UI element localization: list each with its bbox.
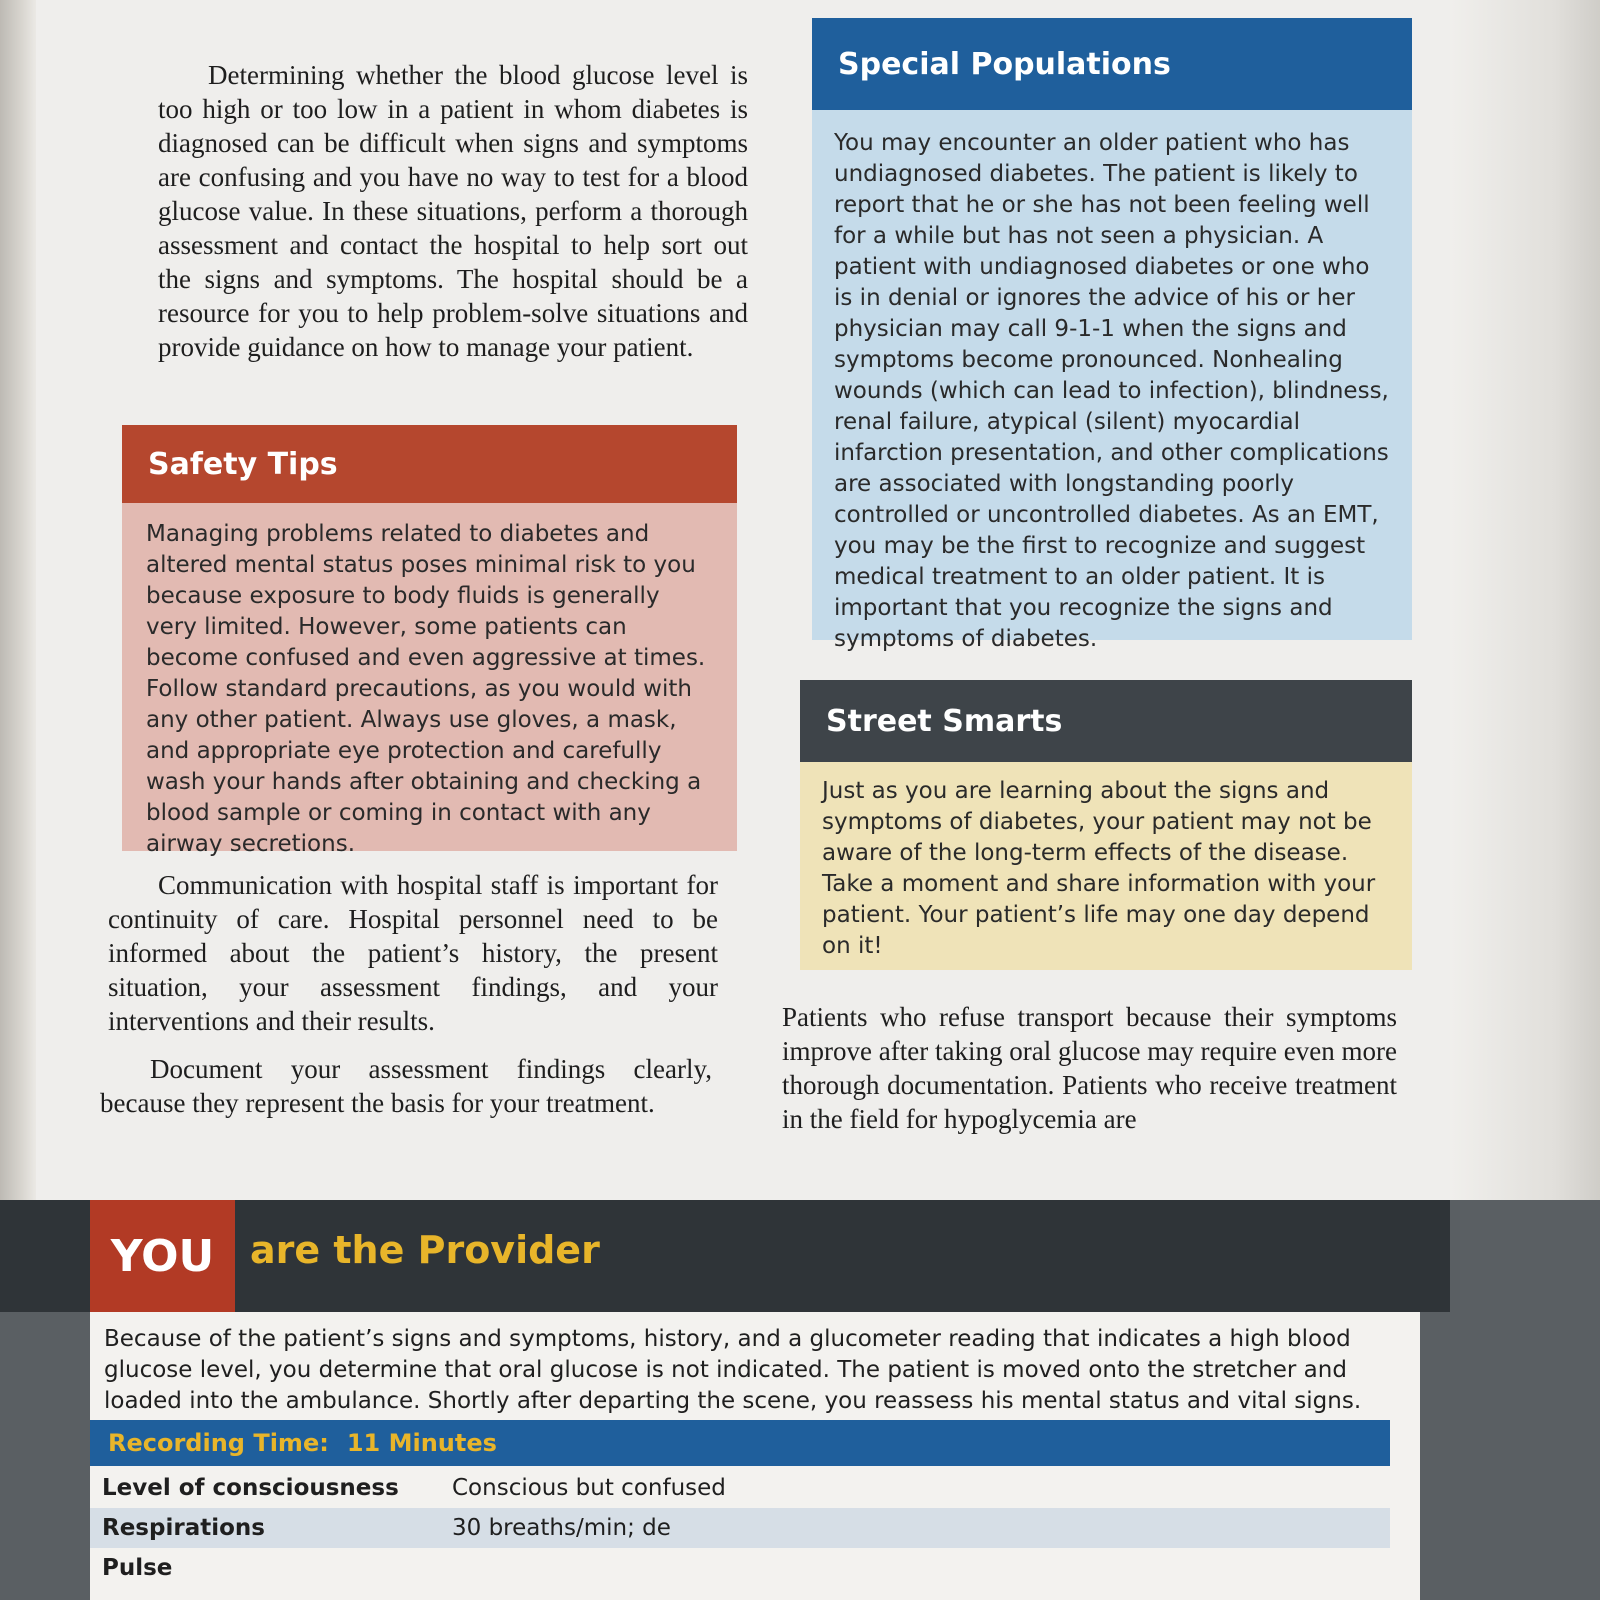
provider-title: are the Provider <box>250 1228 600 1272</box>
right-paragraph-1-text: Patients who refuse transport because their symptoms improve after taking oral glucose may require even more thorough documentation. Patients who receive treatment in the field for hypoglycemia are <box>782 1002 1397 1134</box>
vital-row <box>90 1508 1390 1548</box>
vital-label: Level of consciousness <box>102 1475 399 1501</box>
street-smarts-title: Street Smarts <box>800 680 1412 762</box>
you-are-the-provider-section <box>0 1200 1600 1600</box>
right-paragraph-1 <box>782 1000 1397 1136</box>
special-populations-box <box>812 18 1412 652</box>
recording-time-label: Recording Time: <box>108 1429 329 1457</box>
book-spine-edge <box>0 0 36 1210</box>
left-paragraph-1-text: Determining whether the blood glucose level is too high or too low in a patient in whom diabetes is diagnosed can be difficult when signs and symptoms are confusing and you have no way to test for a blood glucose value. In these situations, perform a thorough assessment and contact the hospital to help sort out the signs and symptoms. The hospital should be a resource for you to help problem-solve situations and provide guidance on how to manage your patient. <box>158 60 748 362</box>
left-paragraph-1 <box>158 58 748 364</box>
vital-label: Pulse <box>102 1555 173 1581</box>
street-smarts-box <box>800 680 1412 970</box>
safety-tips-title: Safety Tips <box>122 425 737 503</box>
vital-label: Respirations <box>102 1515 265 1541</box>
vitals-table <box>90 1468 1390 1588</box>
vital-row <box>90 1548 1390 1588</box>
safety-tips-body: Managing problems related to diabetes and altered mental status poses minimal risk to you because exposure to body fluids is generally very limited. However, some patients can become confused and even aggressive at times. Follow standard precautions, as you would with any other patient. Always use gloves, a mask, and appropriate eye protection and carefully wash your hands after obtaining and checking a blood sample or coming in contact with any airway secretions. <box>122 503 737 851</box>
street-smarts-body: Just as you are learning about the signs and symptoms of diabetes, your patient may not be aware of the long-term effects of the disease. Take a moment and share information with your patient. Your patient’s life may one day depend on it! <box>800 762 1412 970</box>
vital-value: Conscious but confused <box>452 1475 726 1501</box>
left-paragraph-2 <box>108 868 718 1038</box>
recording-time-value: 11 Minutes <box>346 1429 497 1457</box>
provider-scenario: Because of the patient’s signs and symptoms, history, and a glucometer reading that indicates a high blood glucose level, you determine that oral glucose is not indicated. The patient is moved onto the stretcher and loaded into the ambulance. Shortly after departing the scene, you reassess his mental status and vital signs. <box>104 1326 1362 1414</box>
left-paragraph-2-text: Communication with hospital staff is important for continuity of care. Hospital personnel need to be informed about the patient’s history, the present situation, your assessment findings, and your interventions and their results. <box>108 870 718 1036</box>
special-populations-body: You may encounter an older patient who has undiagnosed diabetes. The patient is likely to report that he or she has not been feeling well for a while but has not seen a physician. A patient with undiagnosed diabetes or one who is in denial or ignores the advice of his or her physician may call 9-1-1 when the signs and symptoms become pronounced. Nonhealing wounds (which can lead to infection), blindness, renal failure, atypical (silent) myocardial infarction presentation, and other complications are associated with longstanding poorly controlled or uncontrolled diabetes. As an EMT, you may be the first to recognize and suggest medical treatment to an older patient. It is important that you recognize the signs and symptoms of diabetes. <box>812 110 1412 640</box>
left-paragraph-3 <box>100 1052 712 1120</box>
safety-tips-box <box>122 425 737 857</box>
recording-time-bar <box>90 1420 1390 1466</box>
vital-row <box>90 1468 1390 1508</box>
left-paragraph-3-text: Document your assessment findings clearly, because they represent the basis for your treatment. <box>100 1054 712 1118</box>
you-badge: YOU <box>90 1200 235 1312</box>
provider-panel <box>90 1312 1420 1600</box>
vital-value: 30 breaths/min; de <box>452 1515 671 1541</box>
special-populations-title: Special Populations <box>812 18 1412 110</box>
